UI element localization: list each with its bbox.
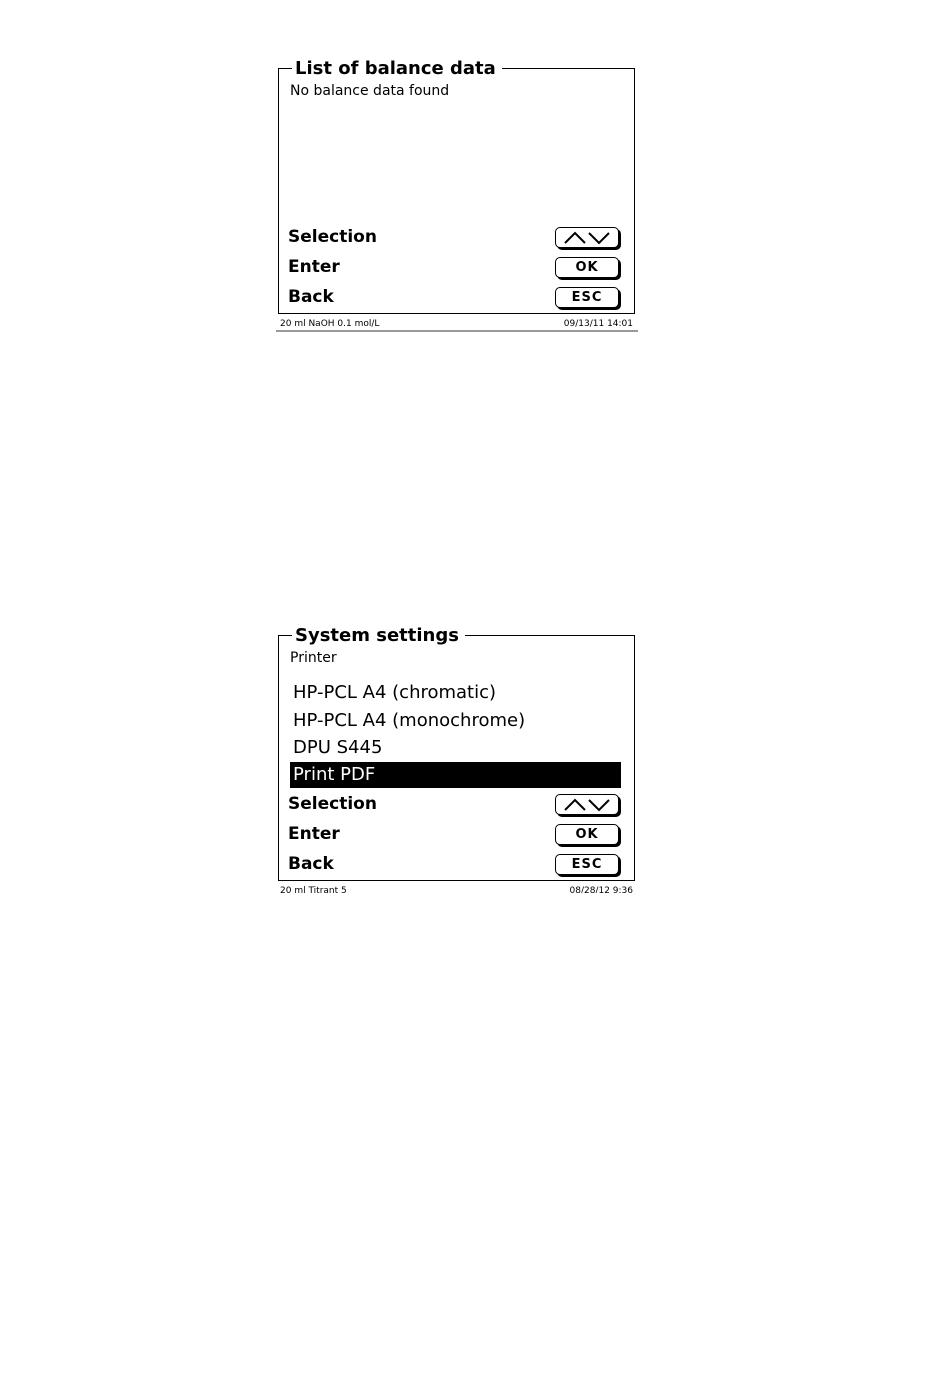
selection-key[interactable]	[555, 794, 619, 815]
esc-key-label: ESC	[571, 857, 603, 872]
status-datetime: 09/13/11 14:01	[563, 319, 633, 329]
ok-key[interactable]	[555, 257, 619, 278]
status-underline	[276, 330, 638, 332]
ok-key-label: OK	[575, 827, 599, 842]
enter-label: Enter	[288, 257, 340, 277]
selection-key[interactable]	[555, 227, 619, 248]
esc-key-label: ESC	[571, 290, 603, 305]
status-datetime: 08/28/12 9:36	[569, 886, 633, 893]
back-label: Back	[288, 287, 334, 307]
printer-option-hp-pcl-chromatic[interactable]: HP-PCL A4 (chromatic)	[293, 682, 497, 703]
printer-subtitle: Printer	[290, 650, 337, 666]
esc-key[interactable]	[555, 287, 619, 308]
status-method: 20 ml NaOH 0.1 mol/L	[280, 319, 380, 329]
ok-key-label: OK	[575, 260, 599, 275]
up-down-arrows-icon	[562, 230, 612, 245]
screen-title: System settings	[292, 626, 465, 646]
esc-key[interactable]	[555, 854, 619, 875]
selection-label: Selection	[288, 227, 377, 247]
status-method: 20 ml Titrant 5	[280, 886, 347, 893]
printer-option-hp-pcl-monochrome[interactable]: HP-PCL A4 (monochrome)	[293, 710, 526, 731]
selection-label: Selection	[288, 794, 377, 814]
no-data-message: No balance data found	[290, 83, 450, 99]
printer-option-dpu-s445[interactable]: DPU S445	[293, 737, 383, 758]
printer-option-print-pdf[interactable]: Print PDF	[290, 762, 621, 788]
ok-key[interactable]	[555, 824, 619, 845]
screen-title: List of balance data	[292, 59, 502, 79]
status-bar	[278, 883, 635, 893]
enter-label: Enter	[288, 824, 340, 844]
back-label: Back	[288, 854, 334, 874]
up-down-arrows-icon	[562, 797, 612, 812]
